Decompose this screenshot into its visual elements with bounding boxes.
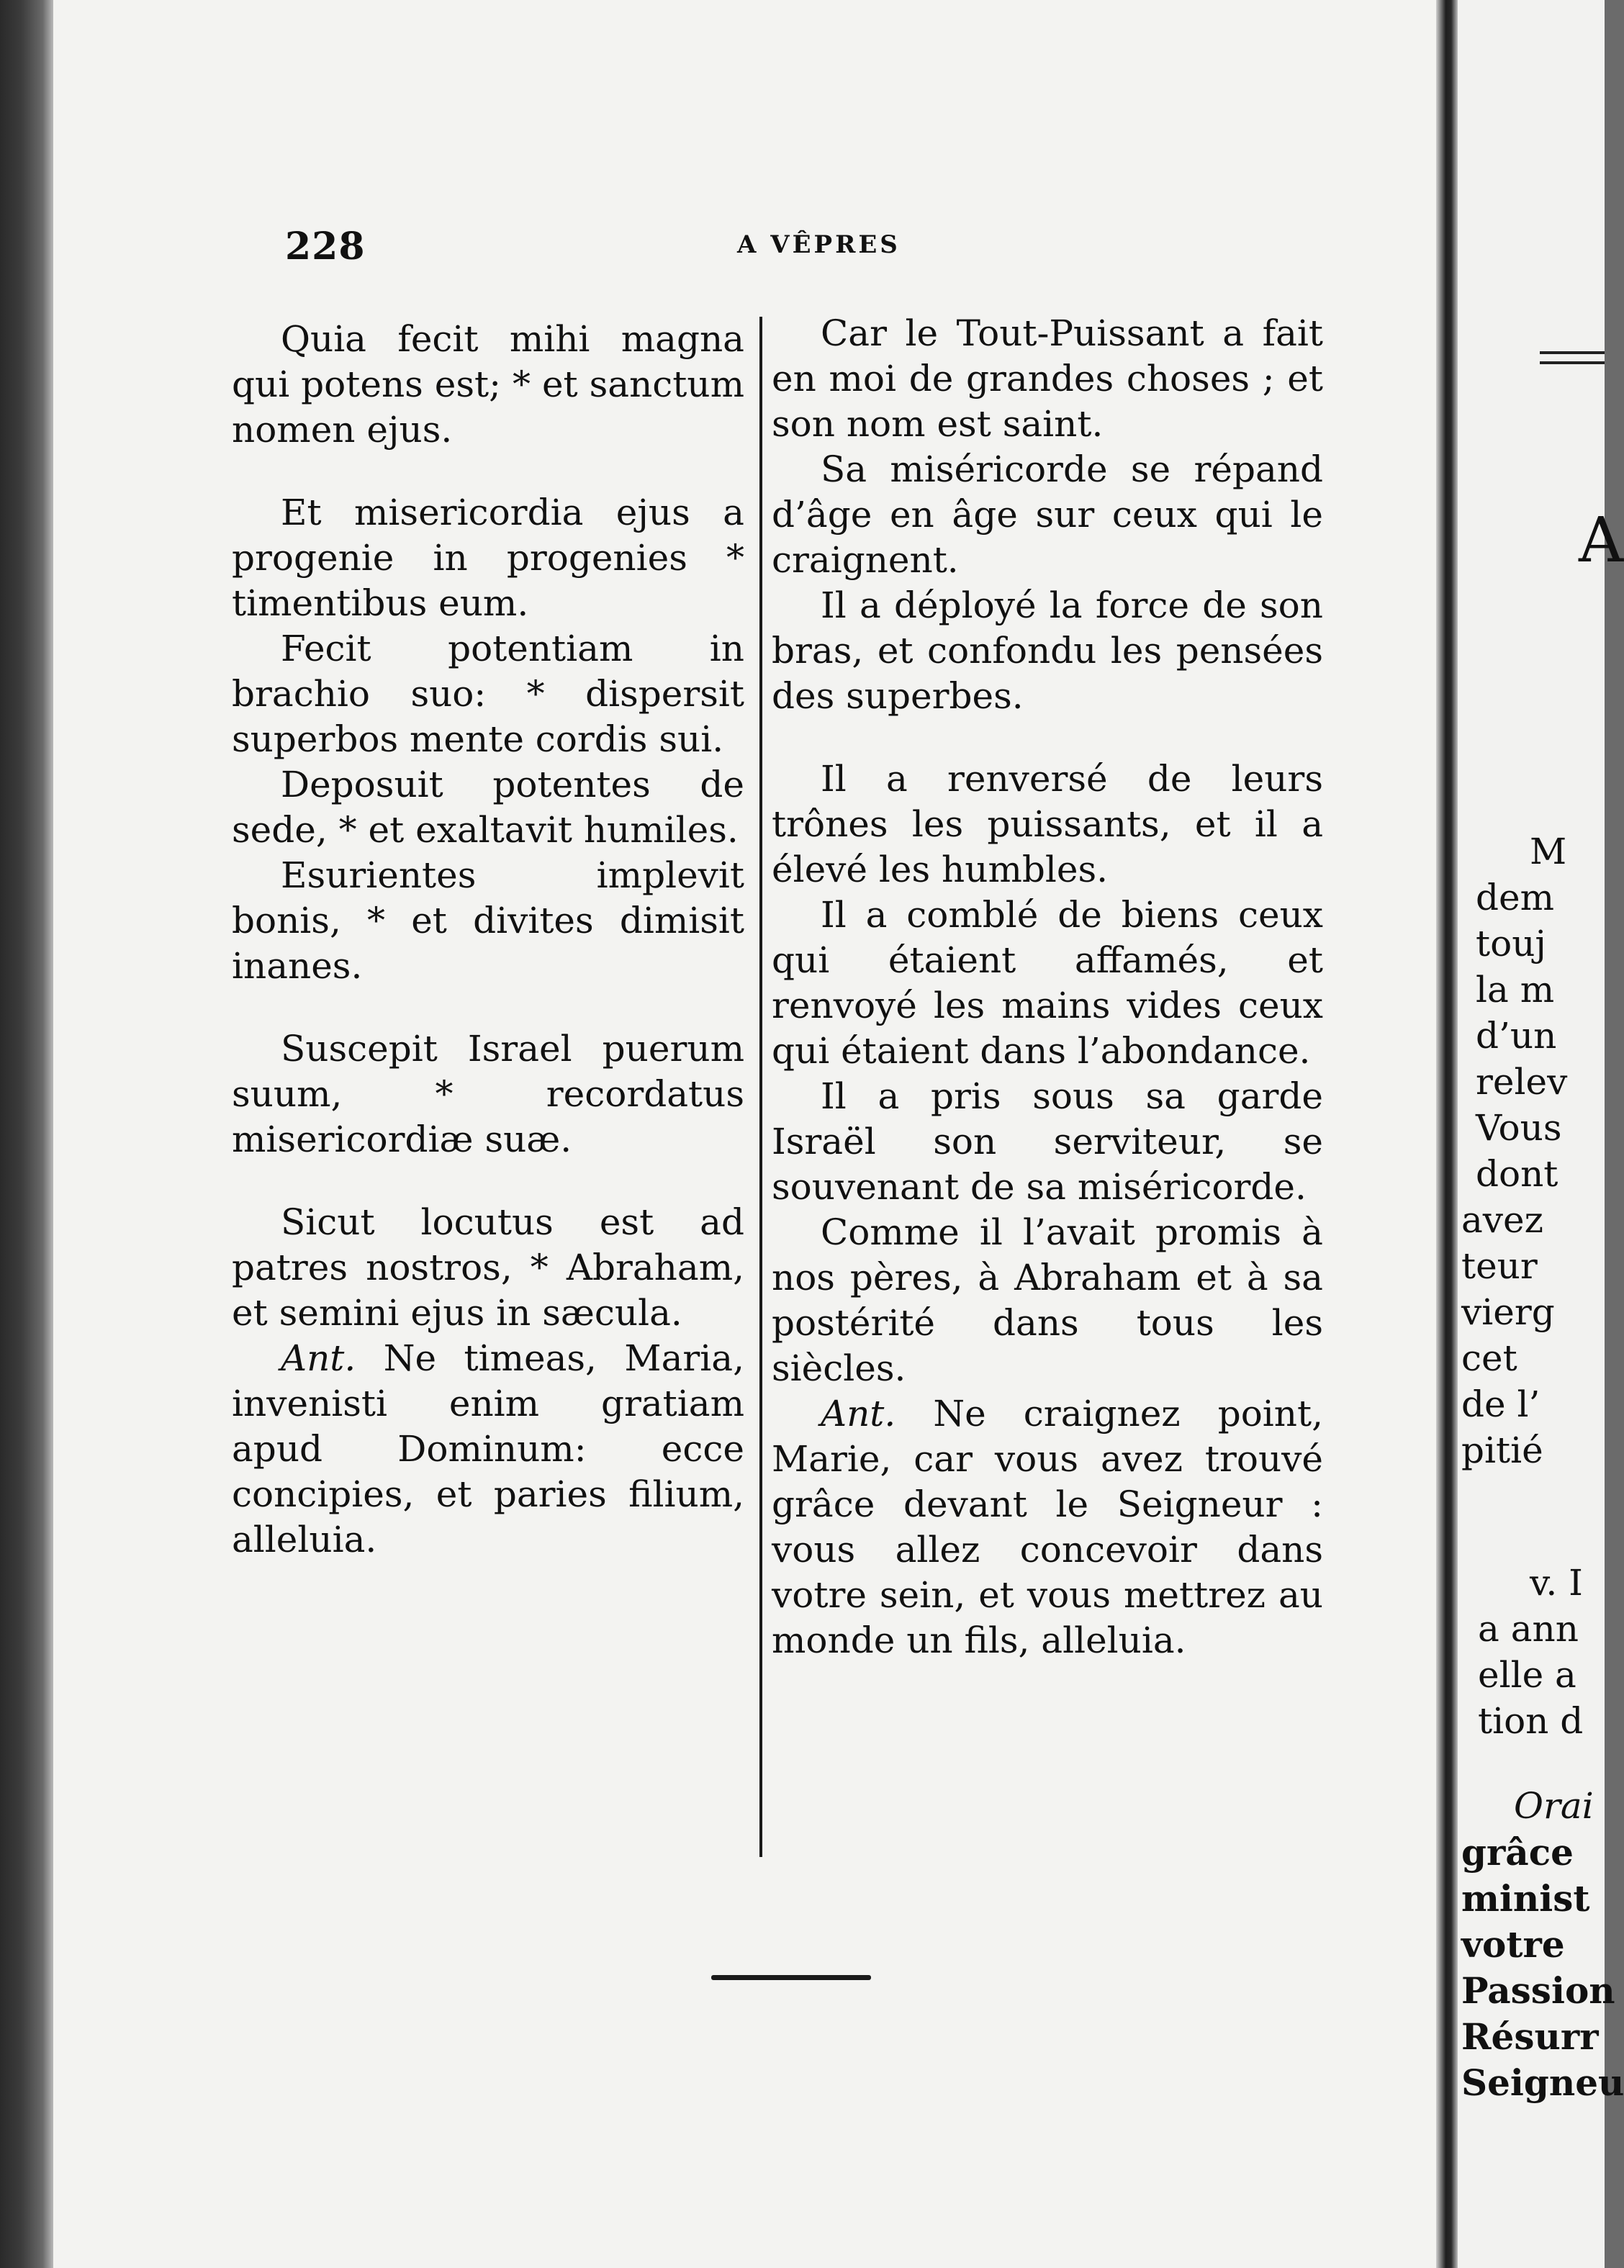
antiphon-label: Ant. [281, 1337, 356, 1379]
adjoining-line: relev [1476, 1061, 1568, 1103]
closing-rule [711, 1975, 871, 1980]
french-verse: Il a renversé de leurs trônes les puissants, et il a élevé les humbles. [772, 758, 1323, 890]
latin-verse: Deposuit potentes de sede, * et exaltavit humiles. [232, 764, 744, 851]
french-column [772, 311, 1323, 1663]
latin-verse: Esurientes implevit bonis, * et divites dimisit inanes. [232, 854, 744, 987]
adjoining-line: pitié [1461, 1429, 1543, 1471]
adjoining-oration-line: grâce [1461, 1831, 1574, 1874]
latin-verse: Et misericordia ejus a progenie in progenies * timentibus eum. [232, 492, 744, 624]
french-verse: Sa miséricorde se répand d’âge en âge sur ceux qui le craignent. [772, 448, 1323, 581]
book-binding-edge [0, 0, 53, 2268]
antiphon-label: Ant. [821, 1393, 896, 1435]
adjoining-line: d’un [1476, 1015, 1557, 1057]
latin-verse: Fecit potentiam in brachio suo: * dispersit superbos mente cordis sui. [232, 628, 744, 760]
french-verse: Il a déployé la force de son bras, et confondu les pensées des superbes. [772, 584, 1323, 717]
adjoining-page [1458, 0, 1624, 2268]
ornament-dash [1540, 351, 1605, 364]
adjoining-versicle-line: tion d [1478, 1700, 1584, 1742]
french-antiphon [772, 1391, 1323, 1663]
latin-column [232, 317, 744, 1563]
page-number: 228 [285, 225, 366, 268]
french-verse: Car le Tout-Puissant a fait en moi de grandes choses ; et son nom est saint. [772, 312, 1323, 445]
adjoining-versicle-line: a ann [1478, 1608, 1579, 1650]
antiphon-text: Ne timeas, Maria, invenisti enim gratiam apud Dominum: ecce concipies, et paries filium, alleluia. [232, 1337, 744, 1560]
running-title: A VÊPRES [737, 230, 901, 259]
adjoining-versicle-line: elle a [1478, 1654, 1576, 1696]
french-verse: Il a comblé de biens ceux qui étaient affamés, et renvoyé les mains vides ceux qui étaient dans l’abondance. [772, 894, 1323, 1072]
adjoining-oration-line: Passion [1461, 1969, 1615, 2012]
adjoining-oration-line: Résurr [1461, 2015, 1599, 2058]
adjoining-line: avez [1461, 1199, 1543, 1241]
latin-verse: Suscepit Israel puerum suum, * recordatus misericordiæ suæ. [232, 1028, 744, 1160]
adjoining-oration-line: votre [1461, 1923, 1565, 1966]
adjoining-line: teur [1461, 1245, 1538, 1287]
adjoining-oration-line: Seigneu [1461, 2061, 1624, 2104]
latin-verse: Sicut locutus est ad patres nostros, * Abraham, et semini ejus in sæcula. [232, 1201, 744, 1334]
adjoining-oration-line: Orai [1514, 1785, 1594, 1827]
adjoining-line: dont [1476, 1153, 1558, 1195]
column-divider [759, 317, 762, 1857]
adjoining-versicle-line: v. I [1530, 1562, 1583, 1604]
adjoining-line: M [1530, 831, 1567, 872]
french-verse: Comme il l’avait promis à nos pères, à Abraham et à sa postérité dans tous les siècles. [772, 1211, 1323, 1389]
adjoining-line: cet [1461, 1337, 1517, 1379]
adjoining-line: de l’ [1461, 1383, 1540, 1425]
adjoining-line: vierg [1461, 1291, 1555, 1333]
antiphon-text: Ne craignez point, Marie, car vous avez trouvé grâce devant le Seigneur : vous allez concevoir dans votre sein, et vous mettrez au monde un fils, alleluia. [772, 1393, 1323, 1661]
latin-verse: Quia fecit mihi magna qui potens est; * et sanctum nomen ejus. [232, 318, 744, 451]
adjoining-line: Vous [1476, 1107, 1562, 1149]
adjoining-line: touj [1476, 923, 1546, 964]
adjoining-line: dem [1476, 877, 1555, 918]
adjoining-oration-line: minist [1461, 1877, 1590, 1920]
latin-antiphon [232, 1336, 744, 1563]
page-gutter [1436, 0, 1458, 2268]
adjoining-heading-fragment: A [1579, 505, 1624, 577]
french-verse: Il a pris sous sa garde Israël son serviteur, se souvenant de sa miséricorde. [772, 1075, 1323, 1208]
adjoining-line: la m [1476, 969, 1555, 1011]
